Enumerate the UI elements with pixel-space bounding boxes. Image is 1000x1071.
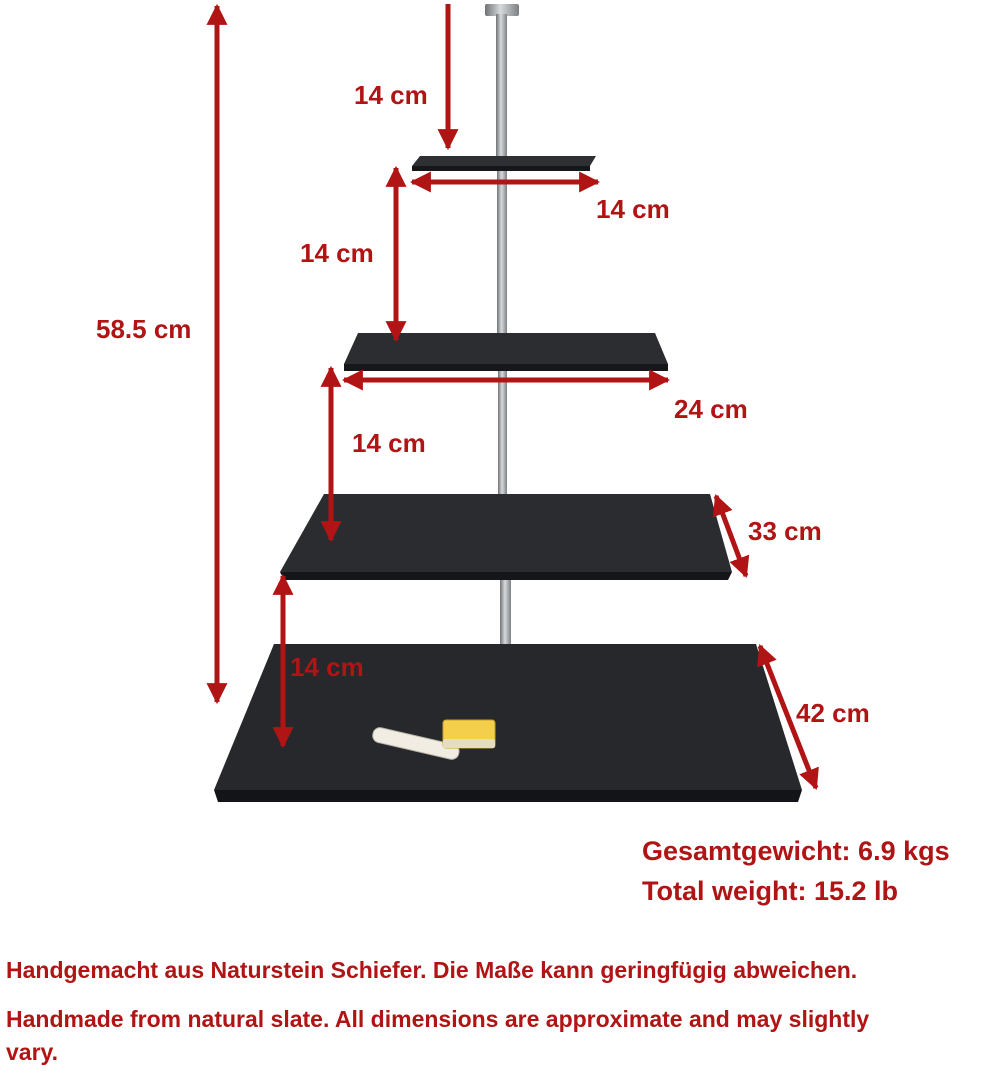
total-weight-de: Gesamtgewicht: 6.9 kgs	[642, 836, 950, 866]
label-tier4-depth: 42 cm	[796, 698, 870, 728]
label-gap4: 14 cm	[290, 652, 364, 682]
sponge-pad	[443, 739, 495, 748]
handmade-note-en: Handmade from natural slate. All dimensions are approximate and may slightly vary.	[6, 1006, 870, 1065]
label-tier2-width: 24 cm	[674, 394, 748, 424]
label-gap3: 14 cm	[352, 428, 426, 458]
label-top-gap: 14 cm	[354, 80, 428, 110]
total-weight-en: Total weight: 15.2 lb	[642, 876, 899, 906]
handmade-note-de: Handgemacht aus Naturstein Schiefer. Die Maße kann geringfügig abweichen.	[6, 957, 858, 983]
label-gap2: 14 cm	[300, 238, 374, 268]
pole-segment-upper	[497, 166, 507, 336]
tier-3-slate	[280, 494, 732, 580]
label-tier1-width: 14 cm	[596, 194, 670, 224]
tier-2-slate	[344, 333, 668, 371]
tier-1-slate	[412, 156, 596, 171]
label-tier3-depth: 33 cm	[748, 516, 822, 546]
label-total-height: 58.5 cm	[96, 314, 192, 344]
pole-segment-top	[496, 14, 507, 160]
